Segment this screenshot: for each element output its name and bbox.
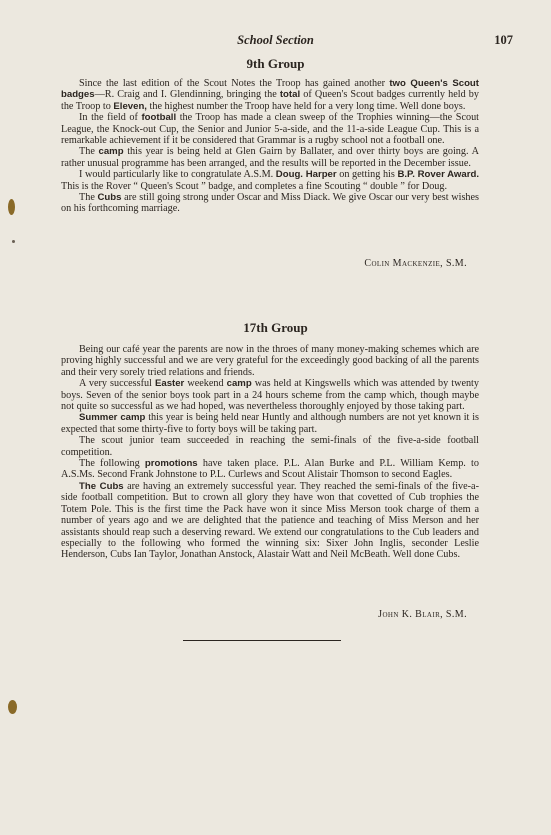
paragraph: Summer camp this year is being held near Huntly and although numbers are not yet known it is expected that some thirty-five to forty boys will be taking part. — [61, 412, 479, 435]
signature: Colin Mackenzie, S.M. — [364, 258, 467, 269]
paragraph: The following promotions have taken place. P.L. Alan Burke and P.L. William Kemp. to A.S.Ms. Second Frank Johnstone to P.L. Curlews and Scout Alistair Thomson to second Eagles. — [61, 458, 479, 481]
section-body-9th-group — [61, 78, 479, 215]
paper-stain — [8, 199, 15, 215]
paragraph: Since the last edition of the Scout Notes the Troop has gained another two Queen's Scout badges—R. Craig and I. Glendinning, bringing the total of Queen's Scout badges currently held by the Troop to Eleven, the highest number the Troop have held for a very long time. Well done boys. — [61, 78, 479, 112]
section-divider — [183, 640, 341, 641]
paragraph: The Cubs are still going strong under Oscar and Miss Diack. We give Oscar our very best wishes on his forthcoming marriage. — [61, 192, 479, 215]
paper-stain — [8, 700, 17, 714]
signature: John K. Blair, S.M. — [378, 609, 467, 620]
paragraph: Being our café year the parents are now in the throes of many money-making schemes which are proving highly successful and we are very grateful for the exceedingly good backing of all the parents and their very sorely tried relations and friends. — [61, 344, 479, 378]
section-heading-9th-group: 9th Group — [246, 56, 305, 71]
paragraph: The scout junior team succeeded in reaching the semi-finals of the five-a-side football competition. — [61, 435, 479, 458]
section-heading-17th-group: 17th Group — [243, 320, 308, 335]
section-body-17th-group — [61, 344, 479, 561]
paragraph: I would particularly like to congratulate A.S.M. Doug. Harper on getting his B.P. Rover Award. This is the Rover “ Queen's Scout ” badge, and completes a fine Scouting “ double ” for Doug. — [61, 169, 479, 192]
running-header-title: School Section — [237, 33, 314, 47]
paragraph: A very successful Easter weekend camp was held at Kingswells which was attended by twenty boys. Seven of the senior boys took part in a 24 hours scheme from the camp which, though maybe not quite so successful as we had hoped, was nevertheless thoroughly enjoyed by those taking part. — [61, 378, 479, 413]
paragraph: The camp this year is being held at Glen Gairn by Ballater, and over thirty boys are going. A rather unusual programme has been arranged, and the results will be reported in the December issue. — [61, 146, 479, 169]
paragraph: In the field of football the Troop has made a clean sweep of the Trophies winning—the Scout League, the Knock-out Cup, the Senior and Junior 5-a-side, and the 11-a-side League Cup. This is a remarkable achievement if it be considered that Grammar is a rugby school not a football one. — [61, 112, 479, 147]
paragraph: The Cubs are having an extremely successful year. They reached the semi-finals of the five-a-side football competition. But to crown all glory they have won that covetted of Cub trophies the Totem Pole. This is the first time the Pack have won it since Miss Merson took charge of them a number of years ago and we are delighted that the patience and teaching of Miss Merson and her assistants should reap such a deserving reward. We extend our congratulations to the Cub leaders and especially to the following who formed the winning six: Sixer John Inglis, seconder Leslie Henderson, Cubs Ian Taylor, Jonathan Anstock, Alastair Watt and Neil McBeath. Well done Cubs. — [61, 480, 479, 561]
paper-speck — [12, 240, 15, 243]
page-number: 107 — [494, 33, 513, 47]
